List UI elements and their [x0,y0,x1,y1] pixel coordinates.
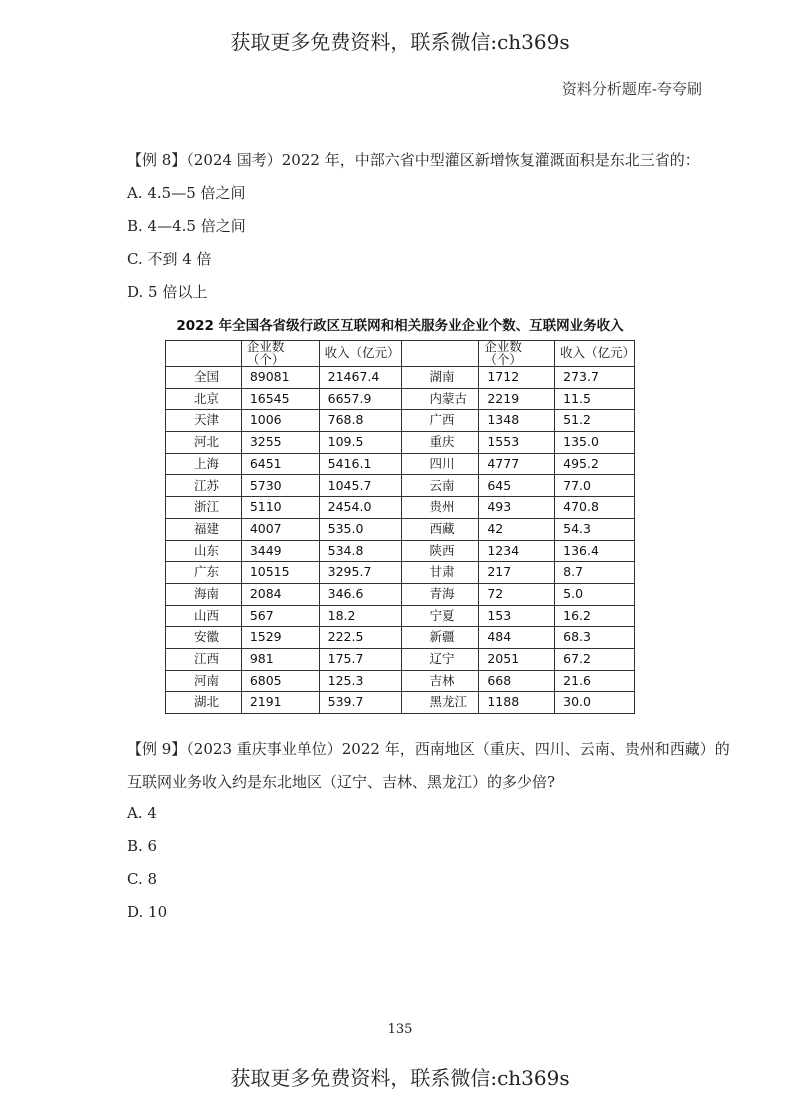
question-8-option-b: B. 4—4.5 倍之间 [127,217,246,235]
revenue-cell: 535.0 [319,518,401,540]
table-header-cell: 收入（亿元） [319,341,401,367]
question-8-option-a: A. 4.5—5 倍之间 [127,184,246,202]
table-row [166,562,635,584]
table-header-cell: 企业数（个） [479,341,555,367]
table-row [166,518,635,540]
revenue-cell: 18.2 [319,605,401,627]
page-number: 135 [387,1022,413,1037]
revenue-cell: 21.6 [555,670,635,692]
enterprise-count-cell: 3255 [241,432,319,454]
region-cell: 北京 [166,388,242,410]
revenue-cell: 68.3 [555,627,635,649]
region-cell: 辽宁 [401,648,479,670]
table-row [166,692,635,714]
region-cell: 江苏 [166,475,242,497]
enterprise-count-cell: 153 [479,605,555,627]
enterprise-count-cell: 4007 [241,518,319,540]
question-8-stem: 【例 8】（2024 国考）2022 年，中部六省中型灌区新增恢复灌溉面积是东北三省的： [127,151,700,169]
region-cell: 湖北 [166,692,242,714]
revenue-cell: 51.2 [555,410,635,432]
enterprise-count-cell: 3449 [241,540,319,562]
enterprise-count-cell: 981 [241,648,319,670]
question-9-option-b: B. 6 [127,837,158,855]
revenue-cell: 77.0 [555,475,635,497]
enterprise-count-cell: 1553 [479,432,555,454]
region-cell: 广西 [401,410,479,432]
revenue-cell: 2454.0 [319,497,401,519]
revenue-cell: 30.0 [555,692,635,714]
enterprise-count-cell: 2051 [479,648,555,670]
region-cell: 安徽 [166,627,242,649]
region-cell: 江西 [166,648,242,670]
revenue-cell: 495.2 [555,453,635,475]
revenue-cell: 175.7 [319,648,401,670]
table-row [166,670,635,692]
enterprise-count-cell: 6805 [241,670,319,692]
table-row [166,432,635,454]
region-cell: 陕西 [401,540,479,562]
revenue-cell: 54.3 [555,518,635,540]
question-9-option-a: A. 4 [127,804,157,822]
enterprise-count-cell: 217 [479,562,555,584]
enterprise-count-cell: 6451 [241,453,319,475]
enterprise-count-cell: 4777 [479,453,555,475]
region-cell: 福建 [166,518,242,540]
enterprise-count-cell: 1529 [241,627,319,649]
revenue-cell: 6657.9 [319,388,401,410]
revenue-cell: 346.6 [319,583,401,605]
revenue-cell: 5416.1 [319,453,401,475]
revenue-cell: 11.5 [555,388,635,410]
revenue-cell: 109.5 [319,432,401,454]
data-table [165,340,635,714]
question-9-option-c: C. 8 [127,870,158,888]
region-cell: 宁夏 [401,605,479,627]
enterprise-count-cell: 1712 [479,367,555,389]
enterprise-count-cell: 645 [479,475,555,497]
enterprise-count-cell: 484 [479,627,555,649]
promo-banner-bottom: 获取更多免费资料，联系微信:ch369s [230,1066,570,1090]
region-cell: 内蒙古 [401,388,479,410]
revenue-cell: 539.7 [319,692,401,714]
table-header-cell [166,341,242,367]
revenue-cell: 5.0 [555,583,635,605]
region-cell: 黑龙江 [401,692,479,714]
revenue-cell: 1045.7 [319,475,401,497]
enterprise-count-cell: 1234 [479,540,555,562]
table-row [166,475,635,497]
question-9-stem-line-2: 互联网业务收入约是东北地区（辽宁、吉林、黑龙江）的多少倍? [127,773,556,791]
enterprise-count-cell: 1348 [479,410,555,432]
table-header-cell [401,341,479,367]
revenue-cell: 21467.4 [319,367,401,389]
revenue-cell: 3295.7 [319,562,401,584]
enterprise-count-cell: 1006 [241,410,319,432]
question-9-option-d: D. 10 [127,903,168,921]
region-cell: 新疆 [401,627,479,649]
table-row [166,605,635,627]
region-cell: 河北 [166,432,242,454]
question-8-option-d: D. 5 倍以上 [127,283,208,301]
table-row [166,410,635,432]
region-cell: 云南 [401,475,479,497]
region-cell: 四川 [401,453,479,475]
region-cell: 广东 [166,562,242,584]
table-row [166,648,635,670]
enterprise-count-cell: 2084 [241,583,319,605]
table-title: 2022 年全国各省级行政区互联网和相关服务业企业个数、互联网业务收入 [176,318,624,334]
revenue-cell: 768.8 [319,410,401,432]
region-cell: 海南 [166,583,242,605]
enterprise-count-cell: 2219 [479,388,555,410]
region-cell: 湖南 [401,367,479,389]
revenue-cell: 470.8 [555,497,635,519]
enterprise-count-cell: 16545 [241,388,319,410]
table-row [166,540,635,562]
enterprise-count-cell: 42 [479,518,555,540]
revenue-cell: 16.2 [555,605,635,627]
revenue-cell: 8.7 [555,562,635,584]
question-8-option-c: C. 不到 4 倍 [127,250,212,268]
region-cell: 天津 [166,410,242,432]
enterprise-count-cell: 2191 [241,692,319,714]
enterprise-count-cell: 567 [241,605,319,627]
enterprise-count-cell: 10515 [241,562,319,584]
region-cell: 重庆 [401,432,479,454]
table-row [166,367,635,389]
table-row [166,583,635,605]
table-row [166,497,635,519]
table-row [166,388,635,410]
region-cell: 全国 [166,367,242,389]
table-header-cell: 企业数（个） [241,341,319,367]
region-cell: 吉林 [401,670,479,692]
table-row [166,453,635,475]
enterprise-count-cell: 89081 [241,367,319,389]
table-header-row [166,341,635,367]
region-cell: 青海 [401,583,479,605]
revenue-cell: 67.2 [555,648,635,670]
page-header-label: 资料分析题库-夸夸刷 [561,80,702,98]
region-cell: 山东 [166,540,242,562]
revenue-cell: 534.8 [319,540,401,562]
enterprise-count-cell: 5110 [241,497,319,519]
revenue-cell: 273.7 [555,367,635,389]
region-cell: 贵州 [401,497,479,519]
table-header-cell: 收入（亿元） [555,341,635,367]
table-row [166,627,635,649]
region-cell: 山西 [166,605,242,627]
region-cell: 甘肃 [401,562,479,584]
region-cell: 浙江 [166,497,242,519]
enterprise-count-cell: 493 [479,497,555,519]
enterprise-count-cell: 668 [479,670,555,692]
region-cell: 西藏 [401,518,479,540]
revenue-cell: 125.3 [319,670,401,692]
enterprise-count-cell: 72 [479,583,555,605]
enterprise-count-cell: 5730 [241,475,319,497]
enterprise-count-cell: 1188 [479,692,555,714]
revenue-cell: 136.4 [555,540,635,562]
region-cell: 河南 [166,670,242,692]
region-cell: 上海 [166,453,242,475]
question-9-stem-line-1: 【例 9】（2023 重庆事业单位）2022 年，西南地区（重庆、四川、云南、贵州和西藏）的 [127,740,730,758]
revenue-cell: 222.5 [319,627,401,649]
promo-banner-top: 获取更多免费资料，联系微信:ch369s [230,30,570,54]
revenue-cell: 135.0 [555,432,635,454]
